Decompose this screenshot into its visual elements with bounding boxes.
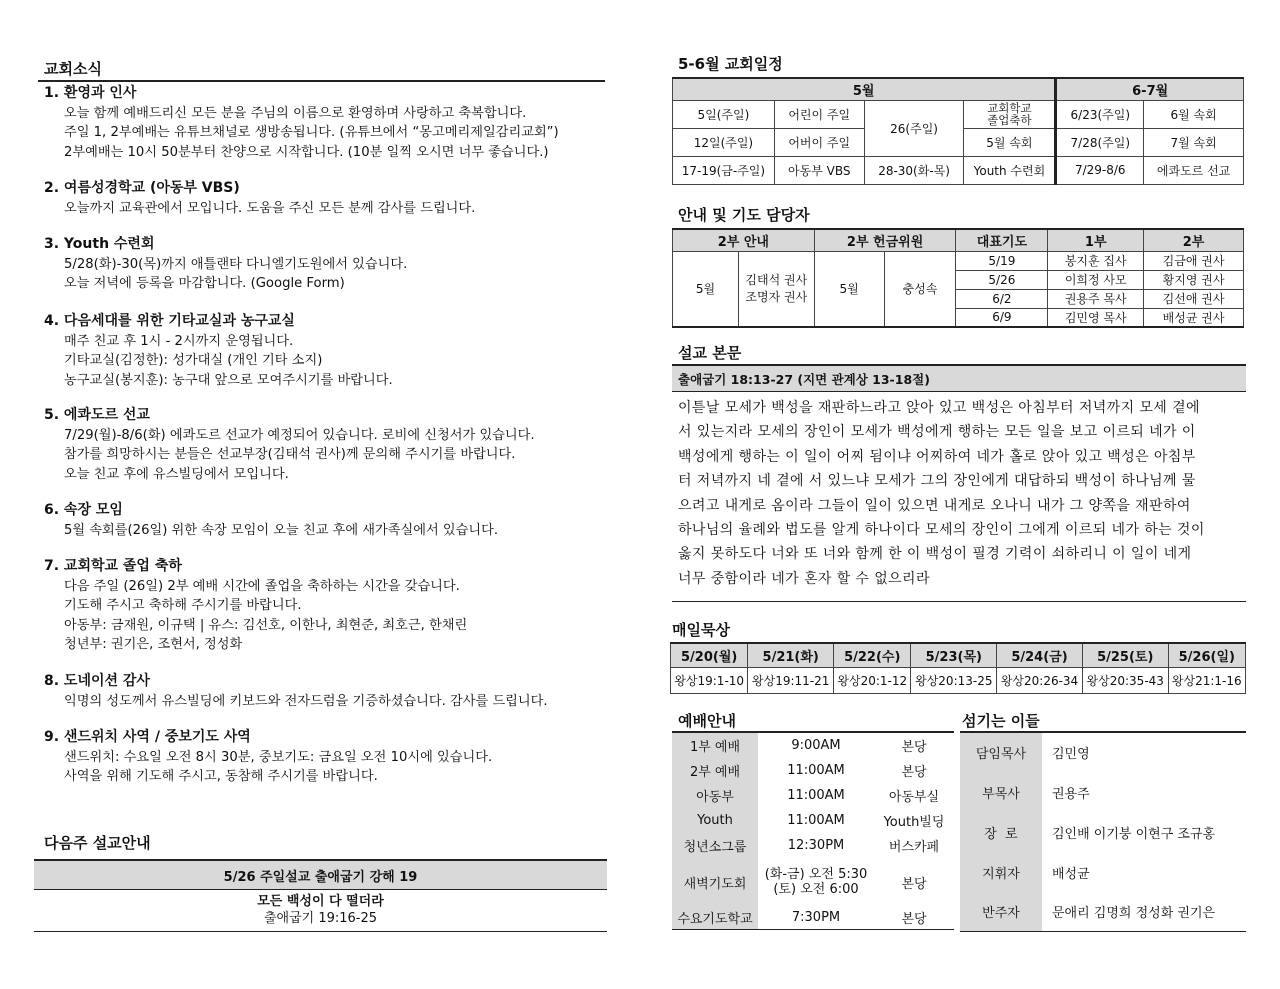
news-item-4: [44, 312, 604, 390]
news-line: 샌드위치: 수요일 오전 8시 30분, 중보기도: 금요일 오전 10시에 있습니다.: [64, 749, 493, 765]
worship-name: 아동부: [672, 783, 758, 807]
news-item-title: 6. 속장 모임: [44, 502, 123, 518]
news-line: 매주 친교 후 1시 - 2시까지 운영됩니다.: [64, 333, 294, 349]
duty-head: 대표기도: [956, 229, 1048, 251]
devotion-passage: 왕상20:1-12: [834, 667, 911, 693]
worship-place: 본당: [901, 876, 927, 892]
duty-month: 5월: [673, 251, 739, 327]
worship-place: 본당: [901, 739, 927, 755]
servant-role: 장 로: [960, 812, 1042, 852]
worship-time: 7:30PM: [791, 910, 841, 926]
news-item-8: [44, 672, 604, 711]
news-item-5: [44, 406, 604, 484]
duty-head: 1부: [1048, 229, 1144, 251]
news-line: 사역을 위해 기도해 주시고, 동참해 주시기를 바랍니다.: [64, 769, 378, 784]
sermon-line: 이튿날 모세가 백성을 재판하느라고 앉아 있고 백성은 아침부터 저녁까지 모세 곁에: [678, 400, 1200, 416]
schedule-head-may: 5월: [673, 78, 1056, 100]
worship-place: 본당: [901, 764, 927, 780]
devotion-table: [670, 642, 1246, 694]
sermon-line: 옳지 못하도다 너와 또 너와 함께 한 이 백성이 필경 기력이 쇠하리니 이 일이 네게: [678, 546, 1192, 563]
news-line: 오늘 함께 예배드리신 모든 분을 주님의 이름으로 환영하며 사랑하고 축복합니다.: [64, 105, 527, 121]
news-title: 교회소식: [44, 60, 102, 78]
devotion-date: 5/23(목): [911, 643, 997, 667]
duty-table: [672, 228, 1244, 328]
devotion-date: 5/24(금): [997, 643, 1083, 667]
news-item-title: 2. 여름성경학교 (아동부 VBS): [44, 180, 240, 196]
news-line: 청년부: 권기은, 조현서, 정성화: [64, 637, 243, 652]
devotion-date: 5/21(화): [748, 643, 834, 667]
devotion-date: 5/22(수): [834, 643, 911, 667]
schedule-cell: 17-19(금-주일): [673, 156, 775, 184]
worship-time: 11:00AM: [787, 762, 845, 778]
worship-name: 청년소그룹: [672, 833, 758, 857]
devotion-passage: 왕상19:11-21: [748, 667, 834, 693]
news-item-6: [44, 501, 604, 540]
duty-head: 2부 헌금위원: [814, 229, 956, 251]
news-line: 5/28(화)-30(목)까지 애틀랜타 다니엘기도원에서 있습니다.: [64, 256, 408, 272]
news-line: 익명의 성도께서 유스빌딩에 키보드와 전자드럼을 기증하셨습니다. 감사를 드립니다.: [64, 693, 548, 709]
sermon-line: 서 있는지라 모세의 장인이 모세가 백성에게 행하는 모든 일을 보고 이르되 네가 이: [678, 424, 1196, 441]
duty-title: 안내 및 기도 담당자: [678, 206, 810, 224]
schedule-cell: 26(주일): [864, 100, 964, 156]
servant-names: 김민영: [1052, 747, 1090, 762]
duty-offering: 충성속: [884, 251, 956, 327]
sermon-line: 너무 중함이라 네가 혼자 할 수 없으리라: [678, 570, 930, 587]
devotion-passage: 왕상20:13-25: [911, 667, 997, 693]
schedule-cell: 에콰도르 선교: [1144, 156, 1244, 184]
schedule-cell: 7월 속회: [1144, 128, 1244, 156]
duty-date: 5/19: [956, 251, 1048, 270]
news-item-title: 9. 샌드위치 사역 / 중보기도 사역: [44, 729, 251, 745]
duty-prayer-1: 봉지훈 집사: [1048, 251, 1144, 270]
servant-names: 문애리 김명희 정성화 권기은: [1052, 905, 1216, 921]
devotion-passage: 왕상20:35-43: [1082, 667, 1168, 693]
servants-title: 섬기는 이들: [962, 712, 1040, 730]
news-line: 기도해 주시고 축하해 주시기를 바랍니다.: [64, 598, 302, 613]
news-line: 아동부: 금재원, 이규택 | 유스: 김선호, 이한나, 최현준, 최호근, 한채린: [64, 617, 468, 633]
worship-place: 버스카페: [888, 839, 940, 855]
sermon-line: 하나님의 율례와 법도를 알게 하나이다 모세의 장인이 그에게 이르되 네가 하는 것이: [678, 522, 1205, 539]
servant-role: 지휘자: [960, 852, 1042, 892]
sermon-text-title: 설교 본문: [678, 344, 742, 362]
duty-date: 5/26: [956, 270, 1048, 289]
devotion-passage: 왕상20:26-34: [997, 667, 1083, 693]
duty-prayer-2: 배성균 권사: [1144, 308, 1244, 327]
news-item-1: [44, 84, 604, 162]
news-item-3: [44, 235, 604, 294]
news-title-rule: [38, 80, 605, 82]
servant-role: 부목사: [960, 772, 1042, 812]
devotion-passage: 왕상21:1-16: [1168, 667, 1245, 693]
sermon-ref: 출애굽기 18:13-27 (지면 관계상 13-18절): [678, 371, 930, 387]
news-line: 오늘 친교 후에 유스빌딩에서 모입니다.: [64, 466, 289, 482]
duty-ushers: 김태석 권사 조명자 권사: [738, 251, 814, 327]
sermon-line: 터 저녁까지 네 곁에 서 있느냐 모세가 그의 장인에게 대답하되 백성이 하나님께 물: [678, 473, 1196, 490]
worship-place: Youth빌딩: [883, 814, 945, 830]
schedule-head-junjul: 6-7월: [1056, 78, 1244, 100]
news-line: 다음 주일 (26일) 2부 예배 시간에 졸업을 축하하는 시간을 갖습니다.: [64, 578, 460, 594]
news-line: 농구교실(봉지훈): 농구대 앞으로 모여주시기를 바랍니다.: [64, 372, 393, 388]
news-item-title: 4. 다음세대를 위한 기타교실과 농구교실: [44, 313, 295, 329]
schedule-title: 5-6월 교회일정: [678, 55, 783, 73]
worship-time: 11:00AM: [787, 812, 845, 828]
news-item-title: 5. 에콰도르 선교: [44, 407, 150, 423]
devotion-date: 5/20(월): [671, 643, 748, 667]
duty-prayer-2: 김선애 권사: [1144, 289, 1244, 308]
duty-head: 2부 안내: [673, 229, 815, 251]
servant-role: 담임목사: [960, 733, 1042, 772]
worship-name: 2부 예배: [672, 757, 758, 783]
news-line: 기타교실(김정한): 성가대실 (개인 기타 소지): [64, 353, 323, 368]
duty-prayer-2: 황지영 권사: [1144, 270, 1244, 289]
news-line: 주일 1, 2부예배는 유튜브채널로 생방송됩니다. (유튜브에서 “몽고메리제일감리교회”): [64, 125, 559, 140]
sermon-body: [678, 396, 1240, 591]
schedule-cell: 어버이 주일: [774, 128, 864, 156]
worship-name: 새벽기도회: [672, 857, 758, 907]
worship-name: Youth: [672, 807, 758, 833]
servant-names: 김인배 이기붕 이현구 조규홍: [1052, 826, 1216, 842]
servant-names: 배성균: [1052, 866, 1090, 882]
news-item-2: [44, 179, 604, 218]
sermon-ref-bar: [672, 364, 1246, 392]
duty-prayer-1: 권용주 목사: [1048, 289, 1144, 308]
schedule-cell: 7/28(주일): [1056, 128, 1144, 156]
worship-title: 예배안내: [678, 712, 736, 730]
devotion-date: 5/26(일): [1168, 643, 1245, 667]
schedule-cell: 아동부 VBS: [774, 156, 864, 184]
news-item-title: 8. 도네이션 감사: [44, 673, 150, 689]
next-sermon-header-text: 5/26 주일설교 출애굽기 강해 19: [223, 869, 418, 885]
worship-place: 아동부실: [888, 789, 940, 805]
worship-time: 12:30PM: [787, 837, 845, 853]
news-item-7: [44, 557, 604, 655]
schedule-cell: 28-30(화-목): [864, 156, 964, 184]
servants-table: [960, 733, 1246, 932]
schedule-table: [672, 77, 1244, 185]
news-item-title: 3. Youth 수련회: [44, 236, 155, 252]
duty-head: 2부: [1144, 229, 1244, 251]
duty-month: 5월: [814, 251, 884, 327]
news-item-9: [44, 728, 604, 787]
worship-place: 본당: [901, 912, 927, 928]
news-item-title: 1. 환영과 인사: [44, 85, 137, 101]
schedule-cell: 12일(주일): [673, 128, 775, 156]
next-sermon-body: [34, 889, 607, 932]
next-sermon-passage: 출애굽기 19:16-25: [263, 911, 378, 926]
sermon-line: 백성에게 행하는 이 일이 어찌 됨이냐 어찌하여 네가 홀로 앉아 있고 백성은 아침부: [678, 448, 1196, 465]
schedule-cell: 교회학교 졸업축하: [964, 100, 1056, 128]
news-line: 오늘까지 교육관에서 모입니다. 도움을 주신 모든 분께 감사를 드립니다.: [64, 200, 476, 216]
sermon-bottom-rule: [672, 601, 1246, 602]
news-line: 2부예배는 10시 50분부터 찬양으로 시작합니다. (10분 일찍 오시면 너무 좋습니다.): [64, 144, 549, 160]
schedule-cell: 어린이 주일: [774, 100, 864, 128]
schedule-cell: 5일(주일): [673, 100, 775, 128]
duty-prayer-2: 김금애 권사: [1144, 251, 1244, 270]
schedule-cell: 6/23(주일): [1056, 100, 1144, 128]
news-line: 5월 속회를(26일) 위한 속장 모임이 오늘 친교 후에 새가족실에서 있습니다.: [64, 522, 499, 538]
schedule-cell: Youth 수련회: [964, 156, 1056, 184]
servant-role: 반주자: [960, 892, 1042, 931]
next-sermon-title-text: 모든 백성이 다 떨더라: [257, 894, 384, 909]
worship-time: 9:00AM: [791, 737, 841, 753]
worship-time: 11:00AM: [787, 787, 845, 803]
duty-prayer-1: 이희정 사모: [1048, 270, 1144, 289]
duty-date: 6/2: [956, 289, 1048, 308]
next-sermon-title: 다음주 설교안내: [44, 834, 151, 852]
servant-names: 권용주: [1052, 786, 1090, 802]
devotion-passage: 왕상19:1-10: [671, 667, 748, 693]
worship-name: 수요기도학교: [672, 907, 758, 929]
sermon-line: 으려고 내게로 옴이라 그들이 일이 있으면 내게로 오나니 내가 그 양쪽을 재판하여: [678, 497, 1191, 514]
schedule-cell: 5월 속회: [964, 128, 1056, 156]
news-line: 7/29(월)-8/6(화) 에콰도르 선교가 예정되어 있습니다. 로비에 신청서가 있습니다.: [64, 427, 535, 443]
duty-prayer-1: 김민영 목사: [1048, 308, 1144, 327]
worship-name: 1부 예배: [672, 733, 758, 757]
news-line: 오늘 저녁에 등록을 마감합니다. (Google Form): [64, 276, 345, 291]
news-item-title: 7. 교회학교 졸업 축하: [44, 558, 182, 574]
duty-date: 6/9: [956, 308, 1048, 327]
devotion-title: 매일묵상: [672, 621, 730, 639]
next-sermon-header: [34, 859, 607, 890]
news-line: 참가를 희망하시는 분들은 선교부장(김태석 권사)께 문의해 주시기를 바랍니다.: [64, 447, 516, 462]
schedule-cell: 7/29-8/6: [1056, 156, 1144, 184]
worship-time: (화-금) 오전 5:30 (토) 오전 6:00: [764, 867, 868, 897]
devotion-date: 5/25(토): [1082, 643, 1168, 667]
worship-table: [672, 733, 954, 930]
schedule-cell: 6월 속회: [1144, 100, 1244, 128]
